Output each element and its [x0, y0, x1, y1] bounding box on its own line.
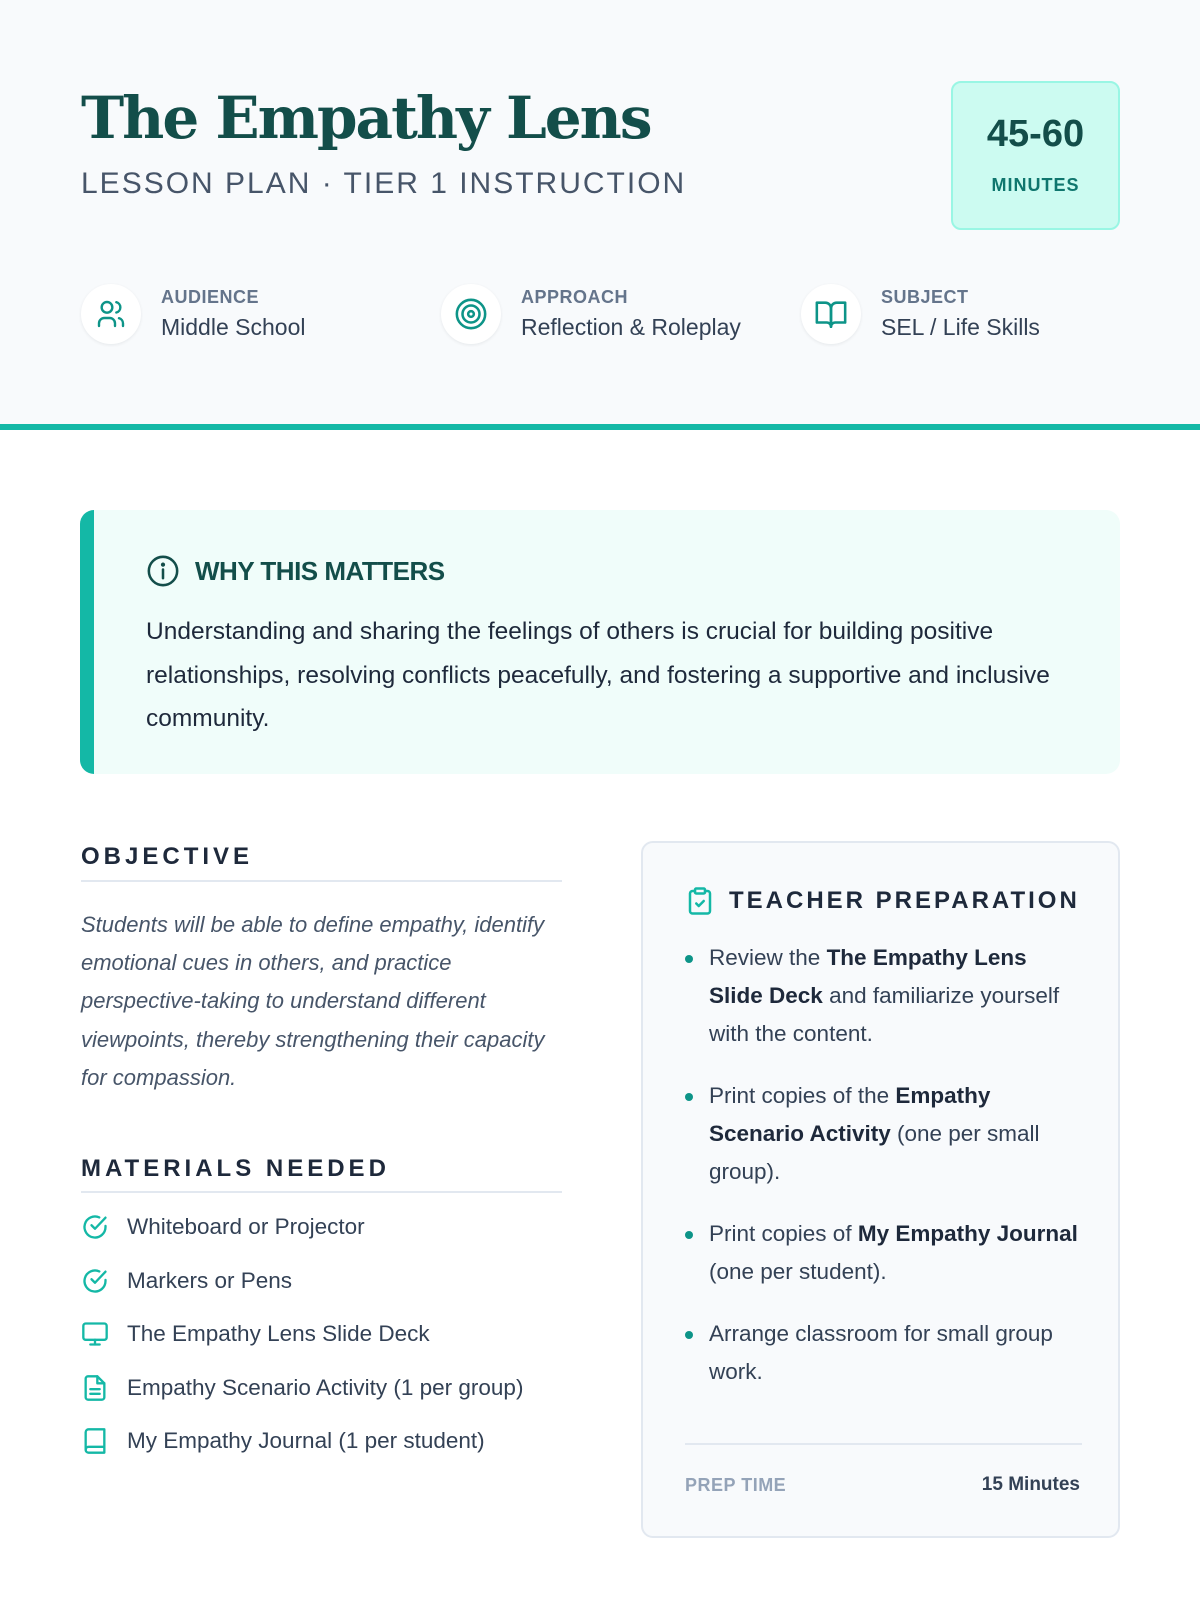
meta-audience-value: Middle School — [161, 314, 306, 340]
prep-time-value: 15 Minutes — [981, 1474, 1080, 1495]
prep-item: Print copies of My Empathy Journal (one per student). — [685, 1215, 1085, 1291]
prep-item: Arrange classroom for small group work. — [685, 1315, 1085, 1391]
book-open-icon — [801, 284, 861, 344]
materials-heading: MATERIALS NEEDED — [81, 1155, 390, 1182]
material-label: The Empathy Lens Slide Deck — [127, 1321, 430, 1346]
meta-approach-label: APPROACH — [521, 287, 629, 307]
list-item — [81, 1424, 581, 1478]
prep-list — [685, 939, 1085, 1415]
meta-audience-label: AUDIENCE — [161, 287, 260, 307]
duration-badge — [951, 81, 1120, 230]
meta-approach-value: Reflection & Roleplay — [521, 314, 741, 340]
callout-text: Understanding and sharing the feelings of others is crucial for building positive relationships, resolving conflicts peacefully, and fostering a supportive and inclusive community. — [146, 618, 1050, 732]
meta-subject — [801, 282, 1121, 346]
materials-divider — [81, 1191, 562, 1193]
list-item — [81, 1264, 581, 1318]
material-label: Whiteboard or Projector — [127, 1214, 365, 1239]
meta-audience — [81, 282, 401, 346]
duration-unit: MINUTES — [991, 175, 1080, 195]
why-this-matters-callout — [80, 510, 1120, 774]
teacher-preparation-card — [641, 841, 1120, 1538]
materials-list — [81, 1210, 581, 1478]
callout-title: WHY THIS MATTERS — [195, 556, 445, 586]
duration-value: 45-60 — [986, 113, 1085, 155]
list-item — [81, 1371, 581, 1425]
lesson-title: The Empathy Lens — [81, 84, 651, 152]
material-label: Empathy Scenario Activity (1 per group) — [127, 1374, 524, 1400]
objective-heading: OBJECTIVE — [81, 843, 254, 870]
prep-divider — [685, 1443, 1082, 1445]
check-circle-icon — [81, 1267, 109, 1295]
target-icon — [441, 284, 501, 344]
list-item — [81, 1317, 581, 1371]
file-text-icon — [81, 1374, 109, 1402]
objective-divider — [81, 880, 562, 882]
prep-heading: TEACHER PREPARATION — [729, 887, 1080, 914]
check-circle-icon — [81, 1213, 109, 1241]
monitor-icon — [81, 1320, 109, 1348]
prep-time-label: PREP TIME — [685, 1475, 787, 1495]
meta-subject-value: SEL / Life Skills — [881, 314, 1040, 340]
info-icon — [146, 554, 180, 588]
list-item — [81, 1210, 581, 1264]
prep-item: Review the The Empathy Lens Slide Deck and familiarize yourself with the content. — [685, 939, 1085, 1053]
material-label: My Empathy Journal (1 per student) — [127, 1428, 485, 1453]
prep-item: Print copies of the Empathy Scenario Activity (one per small group). — [685, 1077, 1085, 1191]
book-icon — [81, 1427, 109, 1455]
lesson-header — [0, 0, 1200, 430]
meta-approach — [441, 282, 781, 346]
objective-text: Students will be able to define empathy, identify emotional cues in others, and practice perspective-taking to understand different viewpoints, thereby strengthening their capacity for compassion. — [81, 912, 545, 1090]
meta-subject-label: SUBJECT — [881, 287, 969, 307]
material-label: Markers or Pens — [127, 1267, 293, 1293]
clipboard-check-icon — [685, 885, 715, 917]
lesson-subtitle: LESSON PLAN · TIER 1 INSTRUCTION — [81, 167, 687, 200]
users-icon — [81, 284, 141, 344]
